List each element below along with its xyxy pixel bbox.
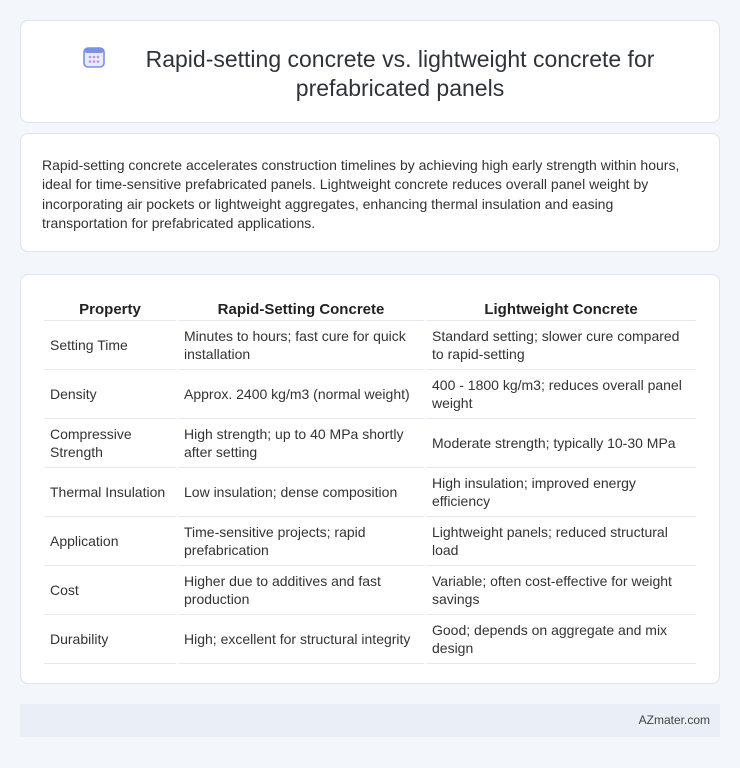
header-rapid-setting: Rapid-Setting Concrete xyxy=(178,295,424,321)
lightweight-cell: Variable; often cost-effective for weight savings xyxy=(426,566,696,615)
table-row xyxy=(44,566,696,615)
property-cell: Setting Time xyxy=(44,321,176,370)
rapid-setting-cell: High; excellent for structural integrity xyxy=(178,615,424,664)
comparison-card xyxy=(20,274,720,684)
property-cell: Application xyxy=(44,517,176,566)
property-cell: Durability xyxy=(44,615,176,664)
title-card xyxy=(20,20,720,123)
lightweight-cell: 400 - 1800 kg/m3; reduces overall panel weight xyxy=(426,370,696,419)
table-row xyxy=(44,321,696,370)
table-row xyxy=(44,517,696,566)
page-title: Rapid-setting concrete vs. lightweight concrete for prefabricated panels xyxy=(145,46,655,101)
rapid-setting-cell: Time-sensitive projects; rapid prefabrication xyxy=(178,517,424,566)
property-cell: Cost xyxy=(44,566,176,615)
comparison-table xyxy=(42,295,698,664)
table-header-row xyxy=(44,295,696,321)
header-property: Property xyxy=(44,295,176,321)
intro-paragraph: Rapid-setting concrete accelerates construction timelines by achieving high early strength within hours, ideal for time-sensitive prefabricated panels. Lightweight concrete reduces overall panel weight by incorporating air pockets or lightweight aggregates, enhancing thermal insulation and easing transportation for prefabricated applications. xyxy=(42,157,680,231)
property-cell: Compressive Strength xyxy=(44,419,176,468)
header-lightweight: Lightweight Concrete xyxy=(426,295,696,321)
lightweight-cell: Lightweight panels; reduced structural load xyxy=(426,517,696,566)
rapid-setting-cell: Approx. 2400 kg/m3 (normal weight) xyxy=(178,370,424,419)
intro-card xyxy=(20,133,720,252)
table-row xyxy=(44,370,696,419)
table-row xyxy=(44,615,696,664)
footer xyxy=(20,704,720,737)
rapid-setting-cell: High strength; up to 40 MPa shortly after setting xyxy=(178,419,424,468)
lightweight-cell: Good; depends on aggregate and mix design xyxy=(426,615,696,664)
table-row xyxy=(44,419,696,468)
footer-site-name: AZmater.com xyxy=(638,713,710,727)
property-cell: Thermal Insulation xyxy=(44,468,176,517)
property-cell: Density xyxy=(44,370,176,419)
rapid-setting-cell: Low insulation; dense composition xyxy=(178,468,424,517)
rapid-setting-cell: Minutes to hours; fast cure for quick installation xyxy=(178,321,424,370)
rapid-setting-cell: Higher due to additives and fast production xyxy=(178,566,424,615)
title-wrap xyxy=(21,45,719,103)
lightweight-cell: Moderate strength; typically 10-30 MPa xyxy=(426,419,696,468)
lightweight-cell: High insulation; improved energy efficiency xyxy=(426,468,696,517)
lightweight-cell: Standard setting; slower cure compared to rapid-setting xyxy=(426,321,696,370)
table-row xyxy=(44,468,696,517)
